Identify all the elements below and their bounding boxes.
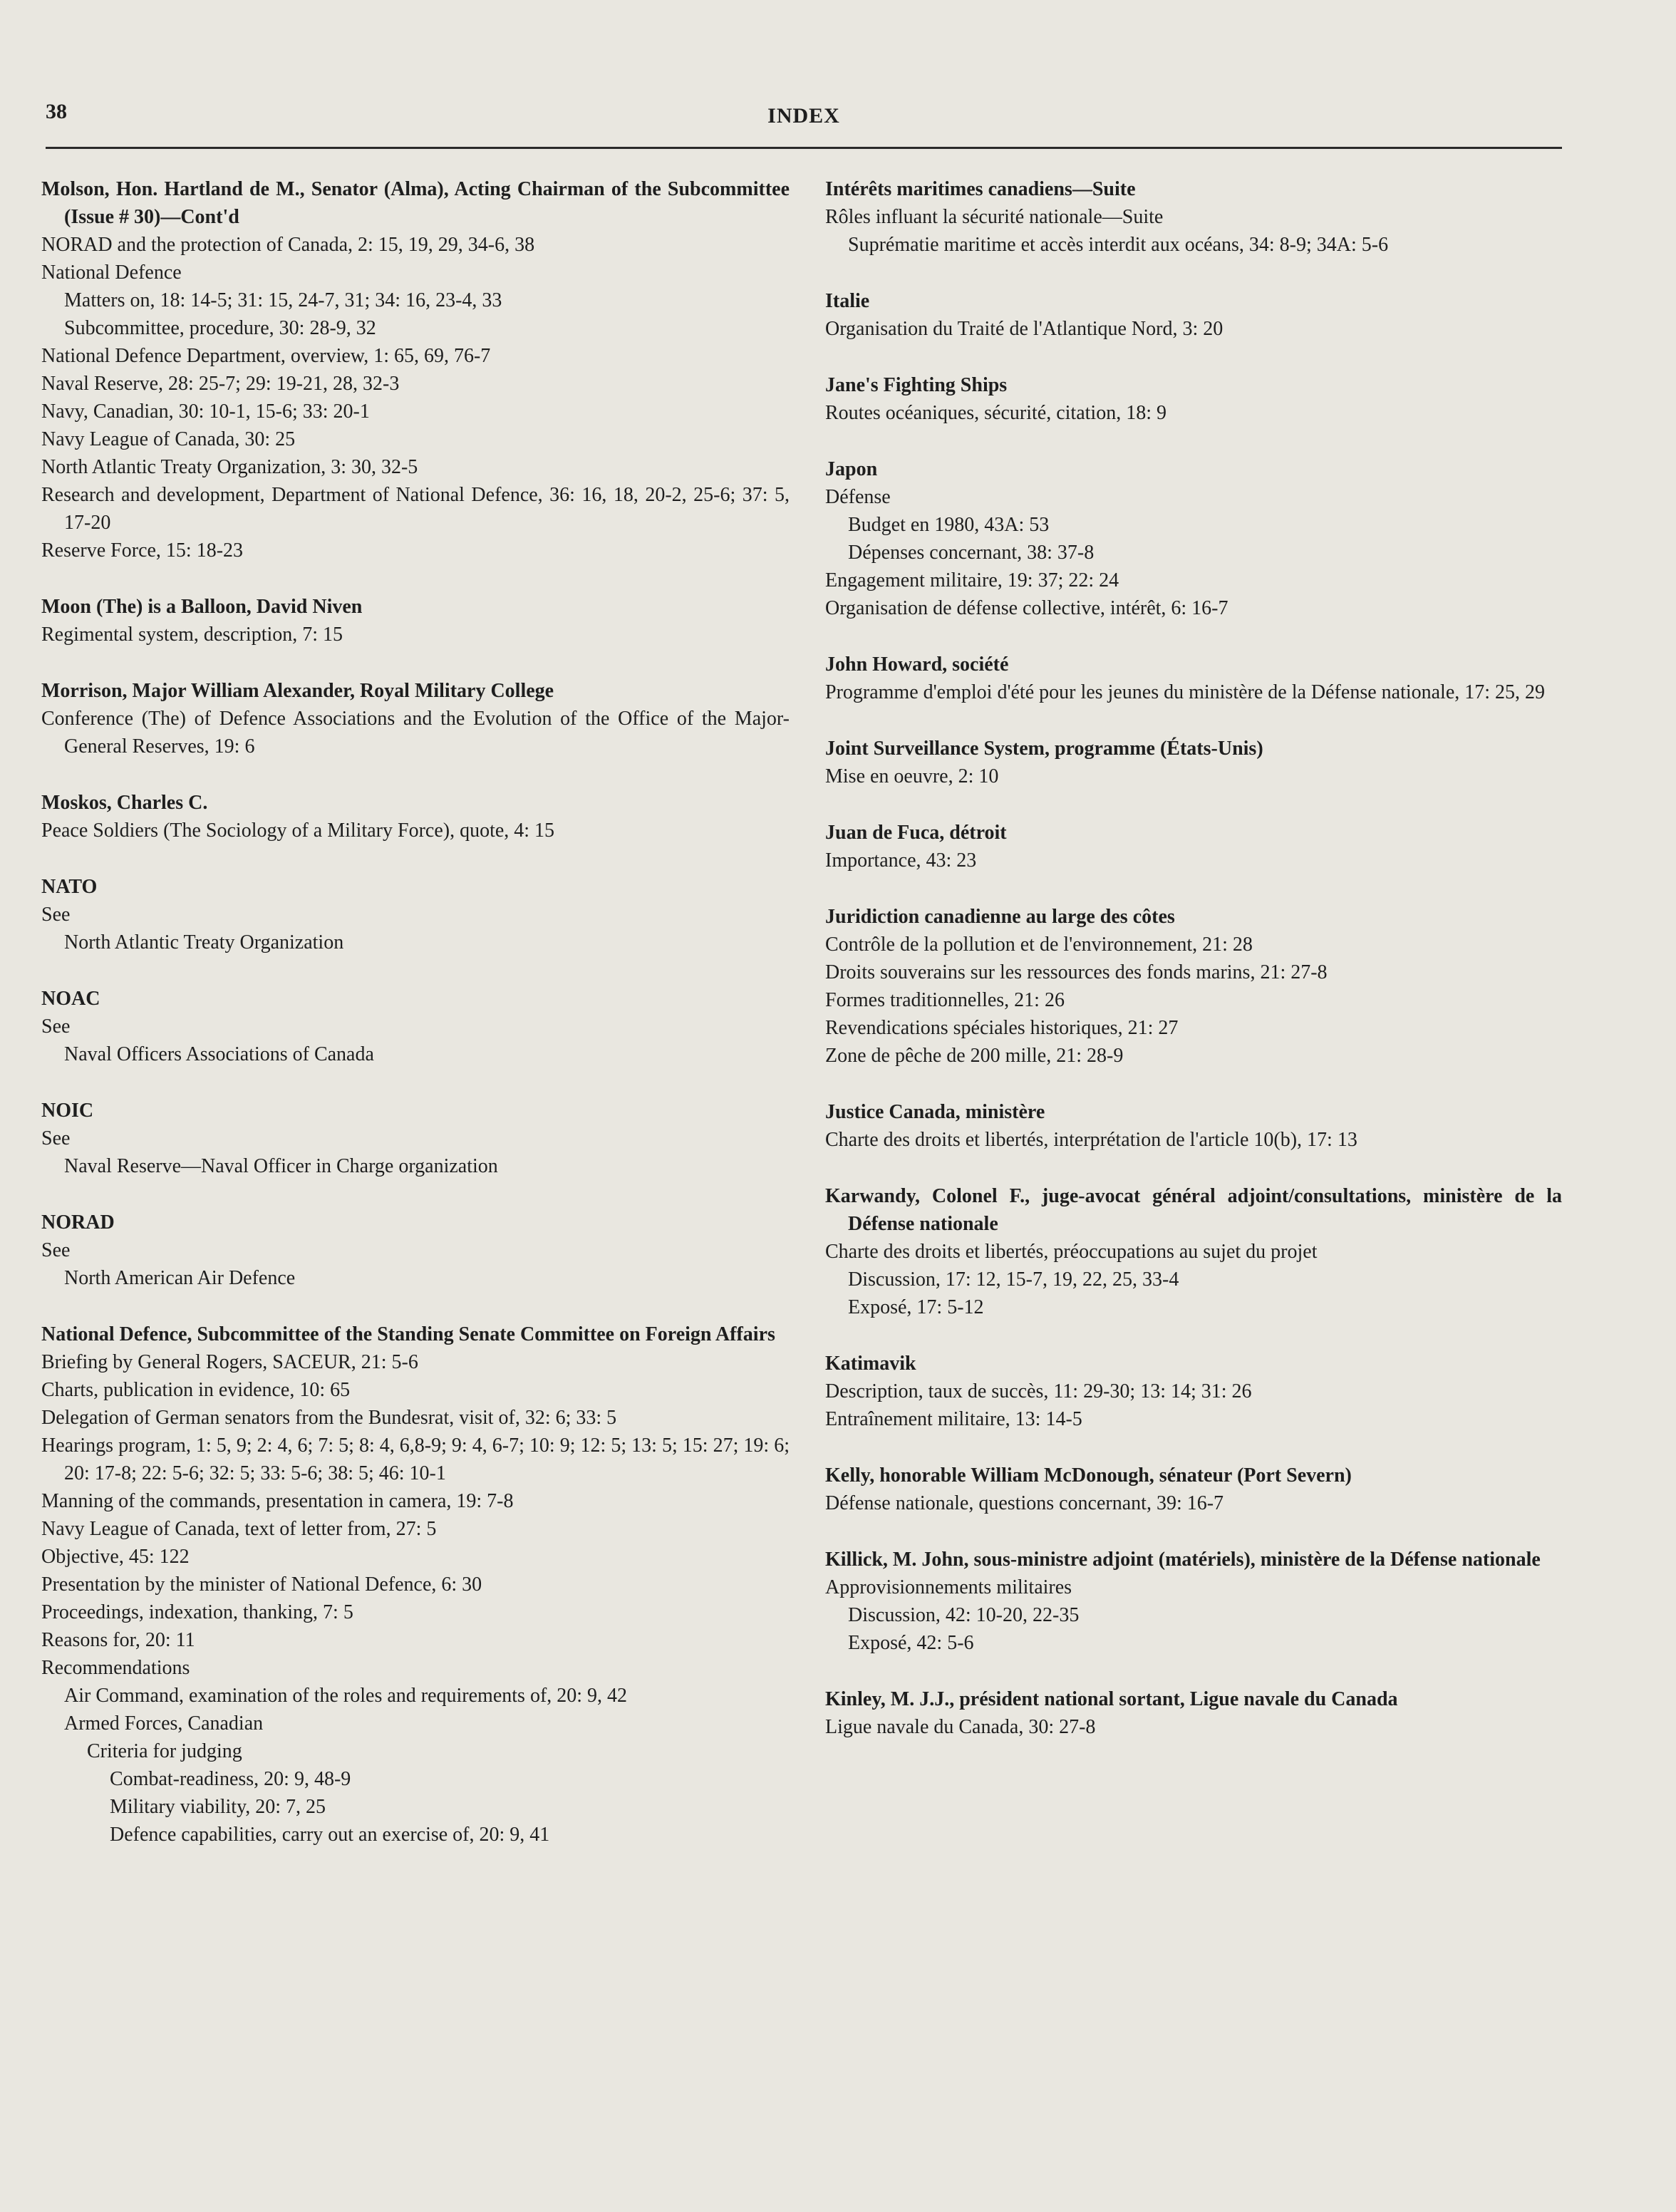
- index-subentry: Matters on, 18: 14-5; 31: 15, 24-7, 31; 34: 16, 23-4, 33: [64, 289, 502, 311]
- index-subentry: Droits souverains sur les ressources des fonds marins, 21: 27-8: [825, 961, 1328, 983]
- index-subentry: Ligue navale du Canada, 30: 27-8: [825, 1716, 1096, 1738]
- page-header: [46, 97, 1562, 149]
- index-entry: [41, 1097, 790, 1180]
- index-subentry: Suprématie maritime et accès interdit aux océans, 34: 8-9; 34A: 5-6: [848, 234, 1389, 256]
- index-subentry: Navy League of Canada, 30: 25: [41, 428, 296, 450]
- index-subentry: Importance, 43: 23: [825, 849, 977, 872]
- index-entry: [41, 1209, 790, 1292]
- index-entry: [825, 651, 1562, 706]
- index-subentry: North American Air Defence: [64, 1267, 296, 1289]
- index-column-right: [825, 175, 1562, 1769]
- index-entry: [825, 455, 1562, 622]
- index-subentry: Zone de pêche de 200 mille, 21: 28-9: [825, 1045, 1124, 1067]
- index-entry: [825, 371, 1562, 427]
- index-subentry: Contrôle de la pollution et de l'environnement, 21: 28: [825, 934, 1253, 956]
- index-entry: [825, 287, 1562, 343]
- index-entry: [825, 175, 1562, 259]
- index-heading: Justice Canada, ministère: [825, 1101, 1045, 1123]
- index-subentry: Research and development, Department of National Defence, 36: 16, 18, 20-2, 25-6; 37: 5, 17-20: [41, 484, 790, 534]
- index-subentry: Discussion, 17: 12, 15-7, 19, 22, 25, 33-4: [848, 1268, 1179, 1291]
- index-subentry: Combat-readiness, 20: 9, 48-9: [110, 1768, 351, 1790]
- index-subentry: Défense nationale, questions concernant, 39: 16-7: [825, 1492, 1224, 1514]
- index-subentry: Reserve Force, 15: 18-23: [41, 539, 244, 562]
- index-subentry: Rôles influant la sécurité nationale—Suite: [825, 206, 1164, 228]
- index-heading: NATO: [41, 876, 98, 898]
- index-subentry: Organisation du Traité de l'Atlantique Nord, 3: 20: [825, 318, 1224, 340]
- index-subentry: Naval Reserve, 28: 25-7; 29: 19-21, 28, 32-3: [41, 373, 400, 395]
- index-subentry: Reasons for, 20: 11: [41, 1629, 195, 1651]
- index-subentry: North Atlantic Treaty Organization: [64, 931, 344, 953]
- index-entry: [825, 735, 1562, 790]
- index-entry: [41, 873, 790, 956]
- index-heading: Molson, Hon. Hartland de M., Senator (Alma), Acting Chairman of the Subcommittee (Issue # 30)—Cont'd: [41, 178, 790, 228]
- index-heading: John Howard, société: [825, 653, 1009, 676]
- index-subentry: Mise en oeuvre, 2: 10: [825, 765, 999, 787]
- running-title: INDEX: [767, 104, 840, 128]
- index-heading: NOIC: [41, 1100, 94, 1122]
- index-subentry: Naval Officers Associations of Canada: [64, 1043, 374, 1065]
- index-subentry: Entraînement militaire, 13: 14-5: [825, 1408, 1082, 1430]
- index-heading: NOAC: [41, 988, 100, 1010]
- index-heading: Japon: [825, 458, 878, 480]
- index-subentry: Naval Reserve—Naval Officer in Charge organization: [64, 1155, 498, 1177]
- index-subentry: Objective, 45: 122: [41, 1546, 190, 1568]
- index-entry: [41, 789, 790, 844]
- index-subentry: Armed Forces, Canadian: [64, 1712, 264, 1735]
- index-subentry: Dépenses concernant, 38: 37-8: [848, 542, 1095, 564]
- index-subentry: Defence capabilities, carry out an exercise of, 20: 9, 41: [110, 1824, 550, 1846]
- index-subentry: National Defence Department, overview, 1: 65, 69, 76-7: [41, 345, 491, 367]
- index-subentry: Peace Soldiers (The Sociology of a Military Force), quote, 4: 15: [41, 820, 555, 842]
- index-heading: Karwandy, Colonel F., juge-avocat général adjoint/consultations, ministère de la Défense nationale: [825, 1185, 1562, 1235]
- index-subentry: Budget en 1980, 43A: 53: [848, 514, 1050, 536]
- index-heading: Jane's Fighting Ships: [825, 374, 1008, 396]
- index-subentry: Regimental system, description, 7: 15: [41, 624, 343, 646]
- index-subentry: Navy, Canadian, 30: 10-1, 15-6; 33: 20-1: [41, 400, 370, 423]
- index-entry: [825, 1462, 1562, 1517]
- index-heading: Intérêts maritimes canadiens—Suite: [825, 178, 1136, 200]
- index-entry: [825, 1685, 1562, 1741]
- index-heading: Kinley, M. J.J., président national sortant, Ligue navale du Canada: [825, 1688, 1398, 1710]
- index-entry: [41, 985, 790, 1068]
- index-subentry: National Defence: [41, 262, 182, 284]
- index-subentry: See: [41, 1127, 71, 1149]
- index-subentry: Organisation de défense collective, intérêt, 6: 16-7: [825, 597, 1228, 619]
- index-subentry: Criteria for judging: [87, 1740, 242, 1762]
- index-subentry: Charts, publication in evidence, 10: 65: [41, 1379, 351, 1401]
- index-subentry: Discussion, 42: 10-20, 22-35: [848, 1604, 1080, 1626]
- index-heading: NORAD: [41, 1211, 115, 1234]
- index-subentry: Approvisionnements militaires: [825, 1576, 1072, 1598]
- index-subentry: North Atlantic Treaty Organization, 3: 30, 32-5: [41, 456, 418, 478]
- index-entry: [825, 819, 1562, 874]
- index-heading: Juridiction canadienne au large des côtes: [825, 906, 1175, 928]
- index-subentry: Hearings program, 1: 5, 9; 2: 4, 6; 7: 5; 8: 4, 6,8-9; 9: 4, 6-7; 10: 9; 12: 5; 13: 5; 15: 27; 19: 6; 20: 17-8; 22: 5-6; 32: 5; 33: 5-6; 38: 5; 46: 10-1: [41, 1435, 790, 1484]
- index-subentry: Military viability, 20: 7, 25: [110, 1796, 326, 1818]
- index-heading: Moskos, Charles C.: [41, 792, 208, 814]
- index-subentry: Formes traditionnelles, 21: 26: [825, 989, 1065, 1011]
- index-entry: [825, 1546, 1562, 1657]
- index-subentry: See: [41, 904, 71, 926]
- index-subentry: Delegation of German senators from the Bundesrat, visit of, 32: 6; 33: 5: [41, 1407, 617, 1429]
- index-heading: Morrison, Major William Alexander, Royal Military College: [41, 680, 554, 702]
- index-heading: Italie: [825, 290, 870, 312]
- index-heading: Killick, M. John, sous-ministre adjoint (matériels), ministère de la Défense nationale: [825, 1549, 1541, 1571]
- index-subentry: Conference (The) of Defence Associations and the Evolution of the Office of the Major-General Reserves, 19: 6: [41, 708, 790, 758]
- index-subentry: Air Command, examination of the roles and requirements of, 20: 9, 42: [64, 1685, 628, 1707]
- index-subentry: Engagement militaire, 19: 37; 22: 24: [825, 569, 1119, 591]
- index-entry: [825, 1182, 1562, 1321]
- index-entry: [41, 1321, 790, 1849]
- page-number: 38: [46, 100, 67, 123]
- index-subentry: Charte des droits et libertés, interprétation de l'article 10(b), 17: 13: [825, 1129, 1357, 1151]
- index-subentry: Proceedings, indexation, thanking, 7: 5: [41, 1601, 353, 1623]
- index-subentry: Routes océaniques, sécurité, citation, 18: 9: [825, 402, 1167, 424]
- index-entry: [41, 677, 790, 760]
- index-subentry: Exposé, 17: 5-12: [848, 1296, 984, 1318]
- index-subentry: Défense: [825, 486, 891, 508]
- index-subentry: See: [41, 1239, 71, 1261]
- index-subentry: Charte des droits et libertés, préoccupations au sujet du projet: [825, 1241, 1318, 1263]
- index-heading: Joint Surveillance System, programme (États-Unis): [825, 738, 1263, 760]
- index-subentry: Recommendations: [41, 1657, 190, 1679]
- index-entry: [825, 1350, 1562, 1433]
- index-entry: [41, 593, 790, 648]
- index-subentry: See: [41, 1015, 71, 1038]
- index-subentry: Description, taux de succès, 11: 29-30; 13: 14; 31: 26: [825, 1380, 1252, 1402]
- index-subentry: Navy League of Canada, text of letter from, 27: 5: [41, 1518, 437, 1540]
- index-subentry: Manning of the commands, presentation in camera, 19: 7-8: [41, 1490, 514, 1512]
- index-heading: Juan de Fuca, détroit: [825, 822, 1007, 844]
- index-heading: Moon (The) is a Balloon, David Niven: [41, 596, 363, 618]
- index-heading: National Defence, Subcommittee of the Standing Senate Committee on Foreign Affairs: [41, 1323, 775, 1345]
- index-entry: [825, 1098, 1562, 1154]
- index-heading: Kelly, honorable William McDonough, sénateur (Port Severn): [825, 1464, 1352, 1487]
- index-heading: Katimavik: [825, 1353, 916, 1375]
- index-subentry: Programme d'emploi d'été pour les jeunes du ministère de la Défense nationale, 17: 25, 29: [825, 681, 1546, 703]
- index-subentry: Briefing by General Rogers, SACEUR, 21: 5-6: [41, 1351, 418, 1373]
- index-subentry: Presentation by the minister of National Defence, 6: 30: [41, 1573, 482, 1596]
- index-entry: [825, 903, 1562, 1070]
- index-subentry: Revendications spéciales historiques, 21: 27: [825, 1017, 1179, 1039]
- index-subentry: NORAD and the protection of Canada, 2: 15, 19, 29, 34-6, 38: [41, 234, 535, 256]
- index-entry: [41, 175, 790, 564]
- index-column-left: [41, 175, 790, 1877]
- index-subentry: Subcommittee, procedure, 30: 28-9, 32: [64, 317, 376, 339]
- index-subentry: Exposé, 42: 5-6: [848, 1632, 974, 1654]
